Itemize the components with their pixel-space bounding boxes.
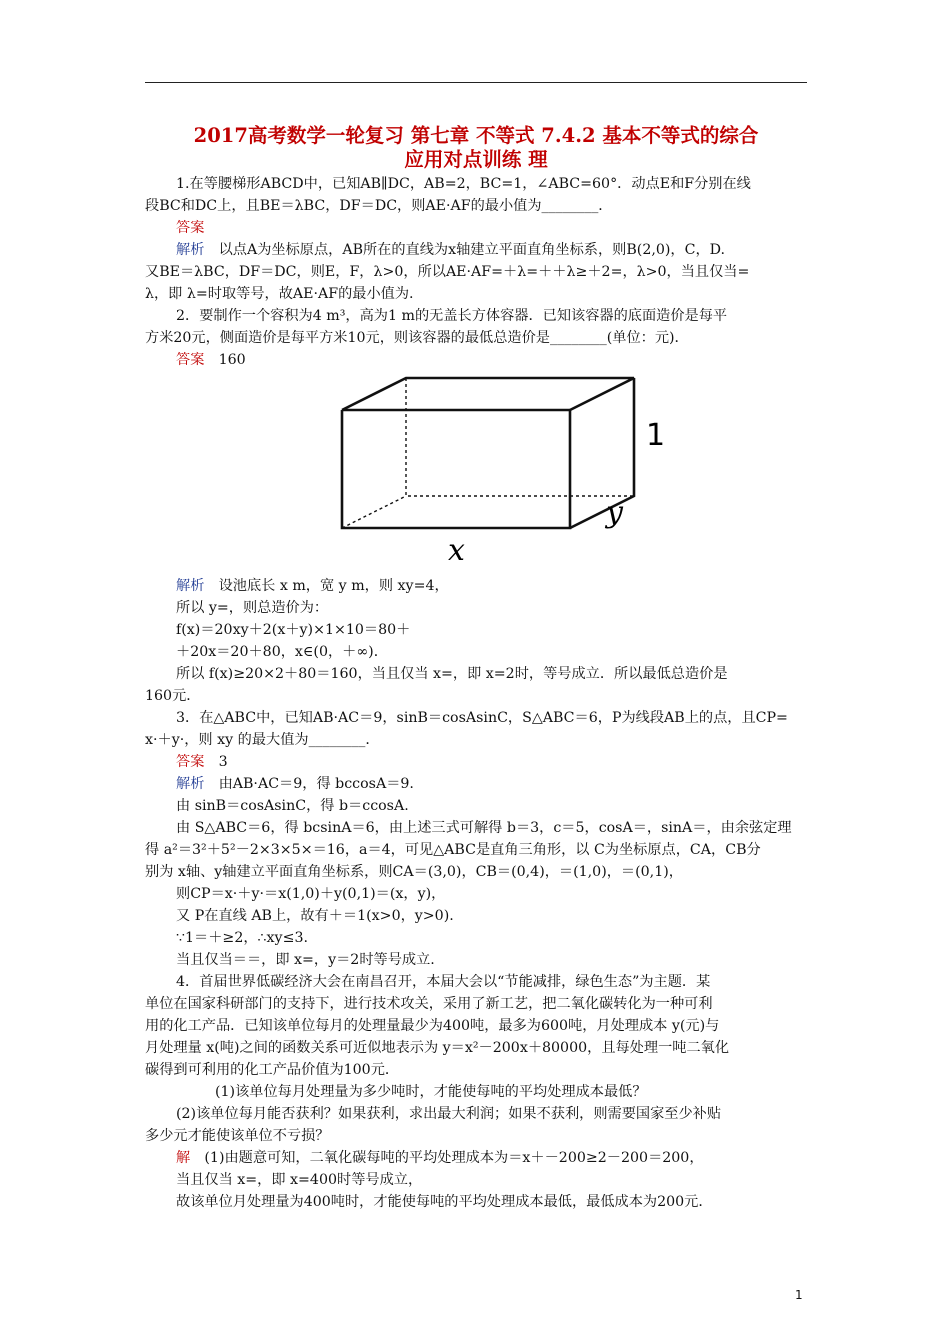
answer-label: 解 [176,1150,191,1166]
text-line [176,884,445,904]
text-line [145,686,200,706]
line-text: (2)该单位每月能否获利？如果获利，求出最大利润；如果不获利，则需要国家至少补贴 [176,1106,722,1122]
line-text: 当且仅当＝＝，即 x=，y＝2时等号成立. [176,952,435,968]
text-line [176,950,435,970]
text-line [176,1104,721,1124]
analysis-label: 解析 [176,242,205,258]
text-line [145,1016,719,1036]
answer-label: 答案 [176,754,205,770]
line-text: 故该单位月处理量为400吨时，才能使每吨的平均处理成本最低，最低成本为200元． [176,1194,713,1210]
text-line [176,774,414,794]
line-text: 又 P在直线 AB上，故有＋＝1(x>0，y>0). [176,908,454,924]
text-line [176,1170,422,1190]
text-line [176,306,727,326]
line-text: λ，即 λ=时取等号，故AE·AF的最小值为. [145,286,414,302]
text-line [145,1038,729,1058]
text-line [145,1126,329,1146]
line-text: ∵1＝＋≥2，∴xy≤3. [176,930,308,946]
text-line [176,928,308,948]
line-text: (1)该单位每月处理量为多少吨时，才能使每吨的平均处理成本最低？ [215,1084,647,1100]
line-text: 4．首届世界低碳经济大会在南昌召开，本届大会以“节能减排，绿色生态”为主题．某 [176,974,711,990]
text-line [176,218,204,238]
line-text: 单位在国家科研部门的支持下，进行技术攻关，采用了新工艺，把二氧化碳转化为一种可利 [145,996,713,1012]
line-text: 月处理量 x(吨)之间的函数关系可近似地表示为 y＝x²－200x＋80000，且每处理一吨二氧化 [145,1040,730,1056]
text-line [176,598,328,618]
answer-label: 答案 [176,220,205,236]
figure-background [318,370,668,570]
text-line [176,972,710,992]
line-text: 2．要制作一个容积为4 m³，高为1 m的无盖长方体容器．已知该容器的底面造价是每平 [176,308,728,324]
line-text: 由 S△ABC＝6，得 bcsinA＝6，由上述三式可解得 b＝3，c＝5，cosA＝，sinA＝，由余弦定理 [176,820,792,836]
document-title-line1: 2017高考数学一轮复习 第七章 不等式 7.4.2 基本不等式的综合 [193,124,759,147]
header-rule [145,82,807,83]
line-text: 所以 y=，则总造价为： [176,600,329,616]
text-line [145,862,683,882]
line-text: 由 sinB＝cosAsinC，得 b＝ccosA. [176,798,409,814]
text-line [145,328,689,348]
text-line [176,240,725,260]
line-text: 由AB·AC＝9，得 bccosA＝9. [204,776,414,792]
line-text: 多少元才能使该单位不亏损？ [145,1128,330,1144]
line-text: ＋20x＝20＋80，x∈(0，＋∞)． [176,644,388,660]
line-text: 方米20元，侧面造价是每平方米10元，则该容器的最低总造价是________(单位：元)． [145,330,689,346]
analysis-label: 解析 [176,578,205,594]
text-line [145,262,749,282]
line-text: 得 a²＝3²＋5²－2×3×5×＝16，a＝4，可见△ABC是直角三角形，以 C为坐标原点，CA，CB分 [145,842,761,858]
page-number: 1 [795,1288,803,1302]
analysis-label: 解析 [176,776,205,792]
text-line [176,620,410,640]
text-line [176,664,728,684]
line-text: 设池底长 x m，宽 y m，则 xy=4， [204,578,449,594]
document-title-line2: 应用对点训练 理 [404,148,548,171]
text-line [176,708,788,728]
line-text: 又BE＝λBC，DF＝DC，则E，F，λ>0，所以AE·AF=＋λ=＋＋λ≥＋2=，λ>0，当且仅当= [145,264,750,280]
text-line [176,818,792,838]
line-text: 160元． [145,688,201,704]
line-text: 1.在等腰梯形ABCD中，已知AB∥DC，AB=2，BC=1，∠ABC=60°．动点E和F分别在线 [176,176,751,192]
text-line [176,752,228,772]
text-line [145,840,761,860]
line-text: 所以 f(x)≥20×2＋80＝160，当且仅当 x=，即 x=2时，等号成立．所以最低总造价是 [176,666,728,682]
line-text: 别为 x轴、y轴建立平面直角坐标系，则CA＝(3,0)，CB＝(0,4)，＝(1,0)，＝(0,1)， [145,864,683,880]
text-line [145,196,613,216]
text-line [215,1082,647,1102]
line-text: 以点A为坐标原点，AB所在的直线为x轴建立平面直角坐标系，则B(2,0)，C，D. [204,242,726,258]
text-line [145,730,380,750]
text-line [176,350,246,370]
text-line [176,174,751,194]
text-line [176,1192,713,1212]
text-line [145,994,713,1014]
line-text: x·＋y·，则 xy 的最大值为________． [145,732,380,748]
cuboid-figure [318,370,668,570]
text-line [145,284,414,304]
text-line [145,1060,399,1080]
text-line [176,906,454,926]
line-text: 3 [204,754,228,770]
line-text: 3．在△ABC中，已知AB·AC＝9，sinB＝cosAsinC，S△ABC＝6，P为线段AB上的点，且CP= [176,710,788,726]
line-text: f(x)＝20xy＋2(x＋y)×1×10＝80＋ [176,622,411,638]
length-label: x [448,533,465,568]
line-text: 160 [204,352,246,368]
text-line [176,796,409,816]
line-text: 用的化工产品．已知该单位每月的处理量最少为400吨，最多为600吨，月处理成本 y(元)与 [145,1018,720,1034]
text-line [176,1148,704,1168]
line-text: 则CP＝x·＋y·＝x(1,0)＋y(0,1)＝(x，y)， [176,886,446,902]
height-label: 1 [646,418,666,453]
line-text: 碳得到可利用的化工产品价值为100元． [145,1062,400,1078]
text-line [176,642,388,662]
text-line [176,576,449,596]
line-text: 段BC和DC上，且BE＝λBC，DF＝DC，则AE·AF的最小值为________． [145,198,613,214]
line-text: (1)由题意可知，二氧化碳每吨的平均处理成本为＝x＋－200≥2－200＝200， [190,1150,704,1166]
width-label: y [606,495,623,530]
answer-label: 答案 [176,352,205,368]
line-text: 当且仅当 x=，即 x=400时等号成立， [176,1172,423,1188]
